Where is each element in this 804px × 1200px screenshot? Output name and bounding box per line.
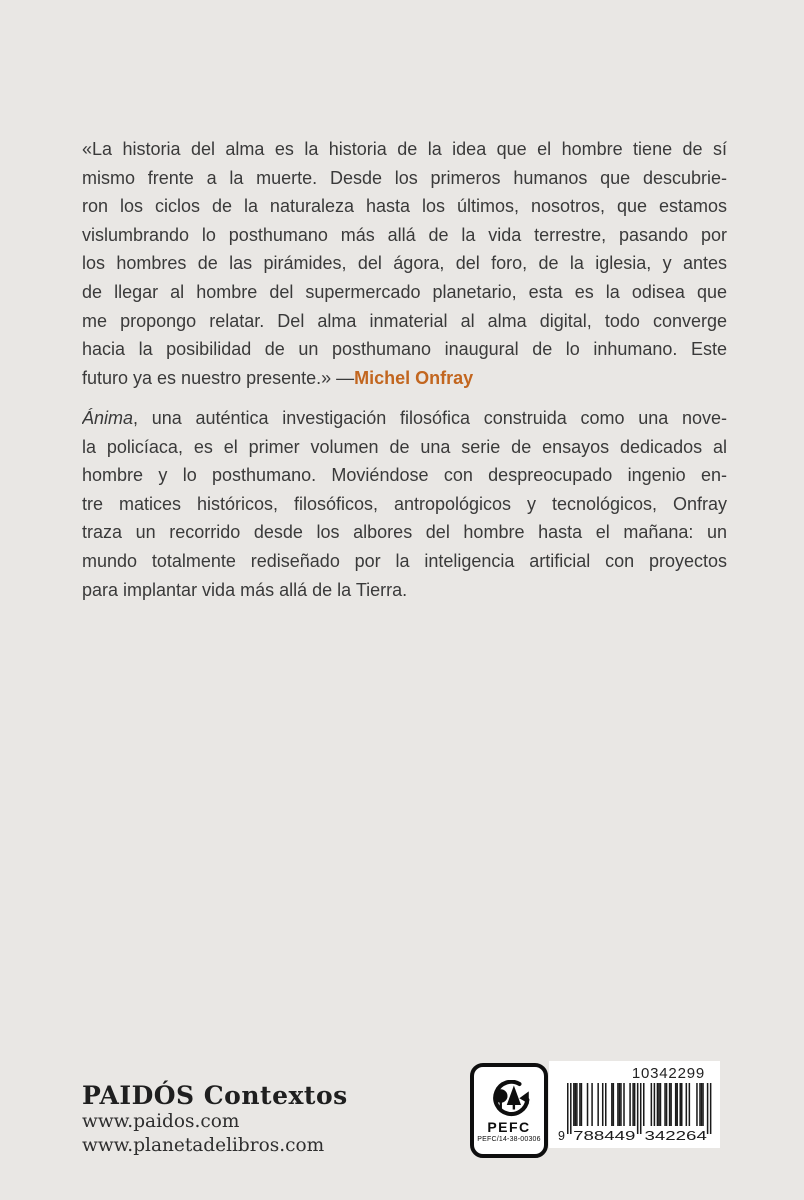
quote-lines — [82, 135, 727, 364]
pefc-certification-mark — [470, 1063, 548, 1158]
quote-paragraph — [82, 135, 727, 392]
text-line: me propongo relatar. Del alma inmaterial al alma digital, todo converge — [82, 310, 727, 331]
ean13-barcode — [558, 1083, 713, 1148]
publisher-imprint — [82, 1082, 348, 1158]
text-line: tre matices históricos, filosóficos, antropológicos y tecnológicos, Onfray — [82, 493, 727, 514]
text-line: hombre y lo posthumano. Moviéndose con despreocupado ingenio en- — [82, 465, 727, 486]
text-line: la policíaca, es el primer volumen de una serie de ensayos dedicados al — [82, 436, 727, 457]
pefc-trees-icon — [485, 1080, 533, 1118]
synopsis-first-line — [82, 404, 727, 433]
synopsis-last-line: para implantar vida más allá de la Tierra. — [82, 579, 408, 600]
tracking-number: 10342299 — [631, 1065, 705, 1082]
publisher-name: PAIDÓS Contextos — [82, 1081, 348, 1110]
text-line: traza un recorrido desde los albores del hombre hasta el mañana: un — [82, 522, 727, 543]
text-line: los hombres de las pirámides, del ágora, del foro, de la iglesia, y antes — [82, 253, 727, 274]
synopsis-lines — [82, 433, 727, 576]
text-line: vislumbrando lo posthumano más allá de la vida terrestre, pasando por — [82, 224, 727, 245]
pefc-license-code: PEFC/14-38-00306 — [477, 1135, 541, 1143]
pefc-label: PEFC — [487, 1118, 531, 1135]
text-line: mundo totalmente rediseñado por la inteligencia artificial con proyectos — [82, 550, 727, 571]
text-line: de llegar al hombre del supermercado planetario, esta es la odisea que — [82, 281, 727, 302]
publisher-url-paidos: www.paidos.com — [82, 1111, 240, 1132]
text-line: mismo frente a la muerte. Desde los primeros humanos que descubrie- — [82, 167, 727, 188]
publisher-url-planetadelibros: www.planetadelibros.com — [82, 1135, 325, 1156]
synopsis-first-line-rest: , una auténtica investigación filosófica construida como una nove- — [133, 408, 727, 428]
svg-text:788449: 788449 — [573, 1129, 636, 1143]
svg-text:342264: 342264 — [644, 1129, 707, 1143]
quote-author: Michel Onfray — [354, 367, 474, 388]
text-line: ron los ciclos de la naturaleza hasta los últimos, nosotros, que estamos — [82, 196, 727, 217]
text-line: «La historia del alma es la historia de la idea que el hombre tiene de sí — [82, 139, 727, 159]
quote-last-line-text: futuro ya es nuestro presente.» — — [82, 367, 355, 388]
barcode-box — [549, 1061, 720, 1148]
book-title-italic: Ánima — [82, 408, 134, 428]
ean13-bars — [558, 1083, 714, 1143]
quote-last-line — [82, 364, 727, 393]
svg-text:9: 9 — [558, 1129, 565, 1143]
synopsis-paragraph — [82, 404, 727, 604]
text-line: hacia la posibilidad de un posthumano inaugural de lo inhumano. Este — [82, 339, 727, 360]
